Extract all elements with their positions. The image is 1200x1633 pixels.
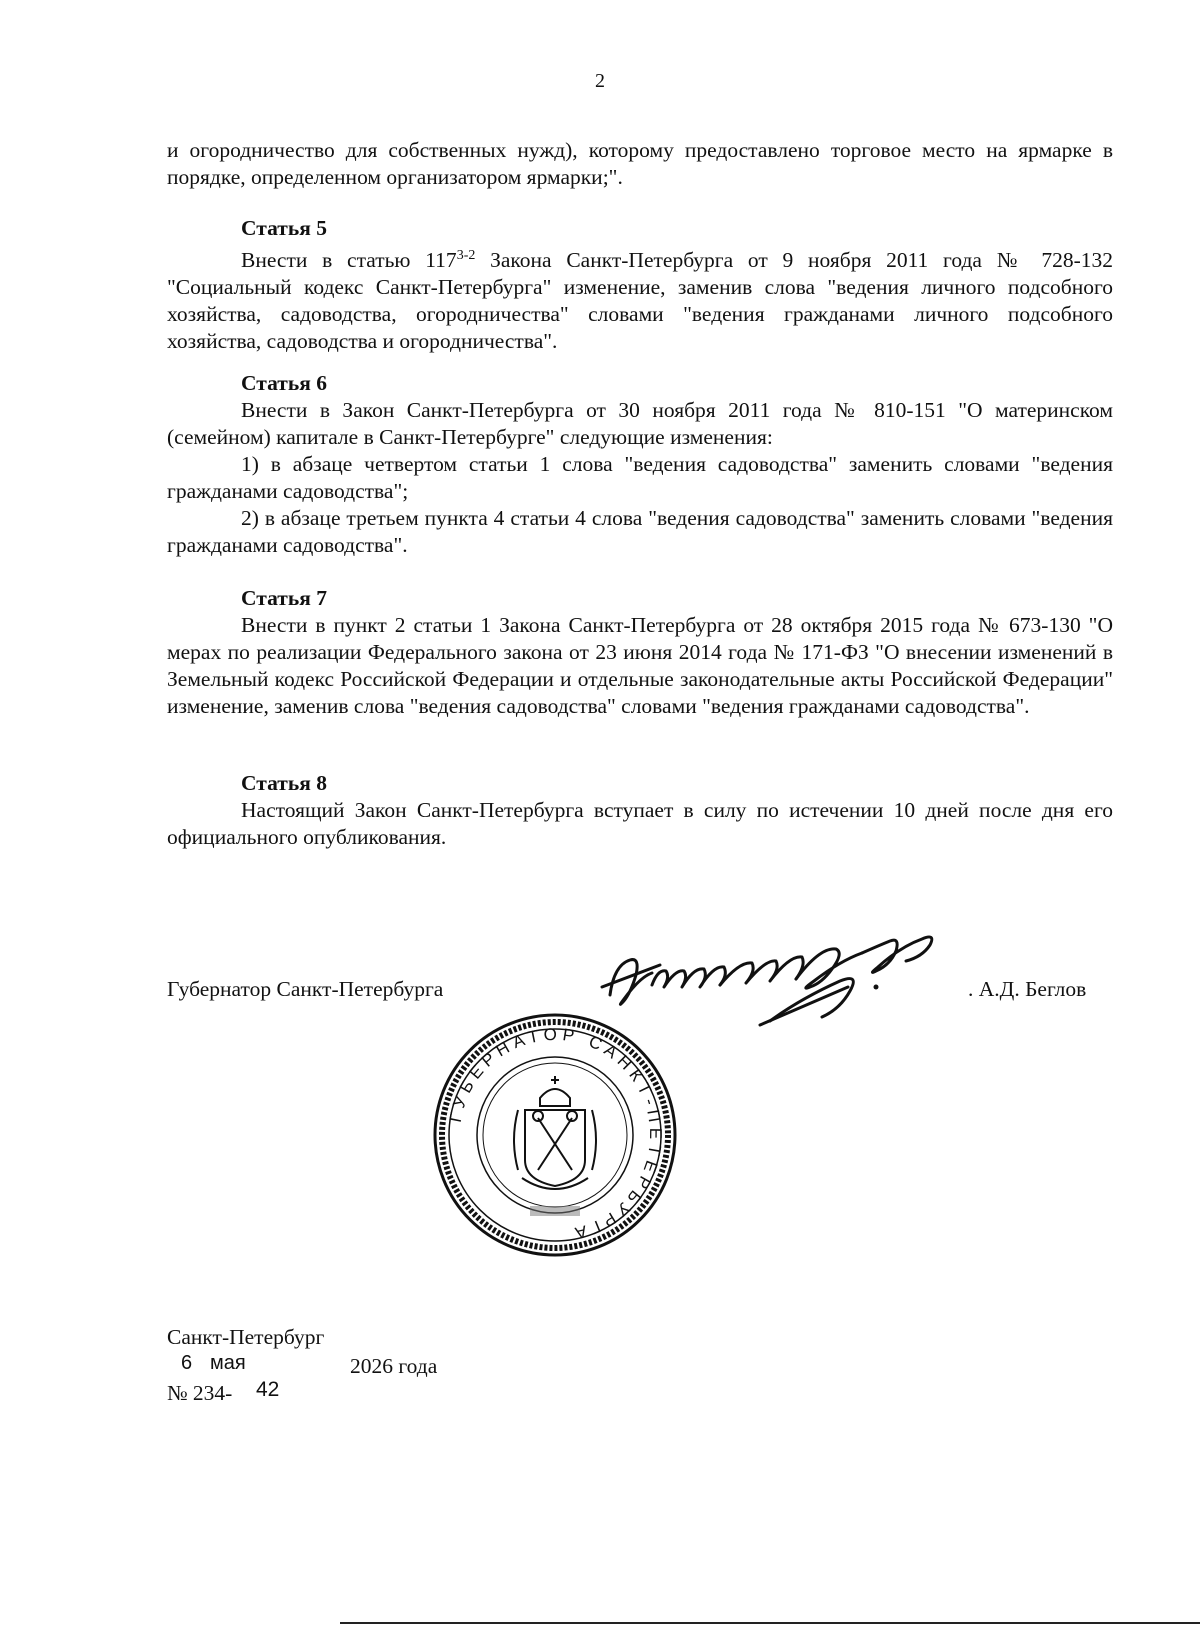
document-number-prefix: № 234- [167,1381,233,1405]
date-day: 6 [181,1352,193,1374]
official-stamp [430,1010,680,1260]
article-5-text [167,242,1113,355]
signatory-name: . А.Д. Беглов [968,977,1087,1001]
article-7-paragraph-1: Внести в пункт 2 статьи 1 Закона Санкт-Петербурга от 28 октября 2015 года № 673-130 "О мерах по реализации Федерального закона от 23 июня 2014 года № 171-ФЗ "О внесении изменений в Земельный кодекс Российской Федерации и отдельные законодательные акты Российской Федерации" изменение, заменив слова "ведения садоводства" словами "ведения гражданами садоводства". [167,613,1113,718]
article-6-paragraph-1: Внести в Закон Санкт-Петербурга от 30 ноября 2011 года № 810-151 "О материнском (семейном) капитале в Санкт-Петербурге" следующие изменения: [167,398,1113,449]
article-5-heading: Статья 5 [241,216,327,240]
article-5-text-post: Закона Санкт-Петербурга от 9 ноября 2011 года № 728-132 "Социальный кодекс Санкт-Петербурга" изменение, заменив слова "ведения личного подсобного хозяйства, садоводства, огородничества" словами "ведения гражданами личного подсобного хозяйства, садоводства и огородничества". [167,248,1113,354]
signatory-position: Губернатор Санкт-Петербурга [167,977,444,1001]
intro-paragraph: и огородничество для собственных нужд), которому предоставлено торговое место на ярмарке в порядке, определенном организатором ярмарки;". [167,138,1113,189]
article-6-paragraph-3: 2) в абзаце третьем пункта 4 статьи 4 слова "ведения садоводства" заменить словами "ведения гражданами садоводства". [167,506,1113,557]
coat-of-arms-icon [514,1076,596,1189]
date-month: мая [210,1352,246,1374]
article-5-text-pre: Внести в статью 117 [241,248,457,273]
bottom-scan-edge [340,1622,1200,1624]
date-year: 2026 года [350,1354,438,1378]
article-5-superscript: 3-2 [456,248,476,263]
article-6-heading: Статья 6 [241,371,327,395]
page-number: 2 [595,70,605,92]
article-6-paragraph-2: 1) в абзаце четвертом статьи 1 слова "ведения садоводства" заменить словами "ведения гражданами садоводства"; [167,452,1113,503]
document-number-suffix: 42 [256,1378,280,1401]
article-7-heading: Статья 7 [241,586,327,610]
article-8-heading: Статья 8 [241,771,327,795]
stamp-outer-text: ГУБЕРНАТОР САНКТ-ПЕТЕРБУРГА [445,1024,666,1244]
article-8-paragraph-1: Настоящий Закон Санкт-Петербурга вступает в силу по истечении 10 дней после дня его официального опубликования. [167,798,1113,849]
place-of-signing: Санкт-Петербург [167,1325,325,1349]
